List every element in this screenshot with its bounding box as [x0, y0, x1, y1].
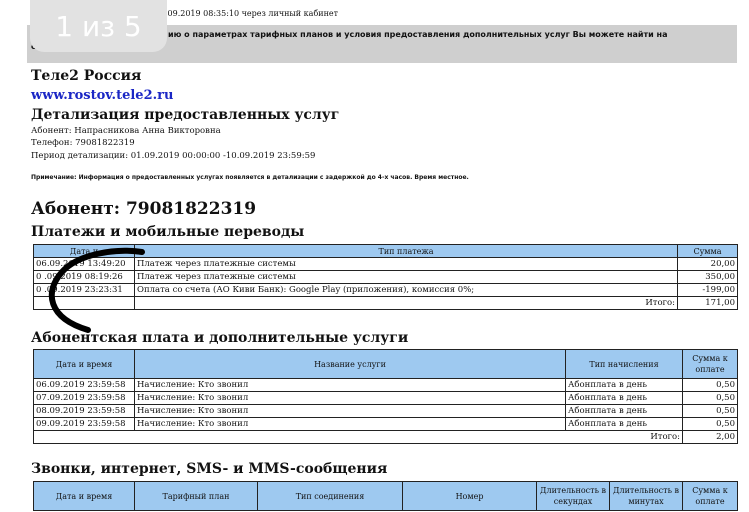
table-total-row	[34, 297, 738, 310]
charge-type: Абонплата в день	[566, 392, 683, 405]
charge-date: 06.09.2019 23:59:58	[34, 379, 135, 392]
charge-date: 07.09.2019 23:59:58	[34, 392, 135, 405]
notice-line1: ию о параметрах тарифных планов и условия предоставления дополнительных услуг Вы можете найти на	[168, 30, 668, 39]
subscriber-heading: Абонент: 79081822319	[31, 199, 257, 219]
charge-sum: 0,50	[683, 392, 738, 405]
detail-period: Период детализации: 01.09.2019 00:00:00 -10.09.2019 23:59:59	[31, 151, 316, 161]
column-header: Сумма к оплате	[683, 482, 738, 511]
subscription-section-title: Абонентская плата и дополнительные услуги	[31, 330, 409, 346]
column-header: Сумма	[678, 245, 738, 258]
table-total-row	[34, 431, 738, 444]
column-header: Номер	[403, 482, 537, 511]
payments-table	[33, 244, 738, 310]
column-header: Дата и время	[34, 482, 135, 511]
payment-sum: -199,00	[678, 284, 738, 297]
charge-sum: 0,50	[683, 405, 738, 418]
payment-date: 06.09.2019 13:49:20	[34, 258, 135, 271]
charge-type: Абонплата в день	[566, 405, 683, 418]
table-row	[34, 258, 738, 271]
payments-section-title: Платежи и мобильные переводы	[31, 224, 305, 240]
total-value: 171,00	[678, 297, 738, 310]
calls-table	[33, 481, 738, 511]
column-header: Дата и	[34, 245, 135, 258]
column-header: Тарифный план	[135, 482, 258, 511]
payment-sum: 20,00	[678, 258, 738, 271]
column-header: Тип начисления	[566, 350, 683, 379]
detail-note: Примечание: Информация о предоставленных услугах появляется в детализации с задержкой до 4-х часов. Время местное.	[31, 174, 469, 181]
total-label: Итого:	[34, 431, 683, 444]
column-header: Дата и время	[34, 350, 135, 379]
calls-section-title: Звонки, интернет, SMS- и MMS-сообщения	[31, 461, 388, 477]
table-row	[34, 418, 738, 431]
charge-sum: 0,50	[683, 379, 738, 392]
page-indicator: 1 из 5	[30, 0, 167, 52]
subscriber-name: Абонент: Напрасникова Анна Викторовна	[31, 126, 221, 136]
total-value: 2,00	[683, 431, 738, 444]
document-title: Детализация предоставленных услуг	[31, 107, 340, 123]
column-header: Тип платежа	[135, 245, 678, 258]
download-info-text: 09.2019 08:35:10 через личный кабинет	[167, 9, 339, 18]
table-row	[34, 405, 738, 418]
table-row	[34, 379, 738, 392]
company-website-link[interactable]: www.rostov.tele2.ru	[31, 88, 174, 103]
table-header-row	[34, 482, 738, 511]
charge-date: 09.09.2019 23:59:58	[34, 418, 135, 431]
service-name: Начисление: Кто звонил	[135, 392, 566, 405]
charge-date: 08.09.2019 23:59:58	[34, 405, 135, 418]
service-name: Начисление: Кто звонил	[135, 418, 566, 431]
service-name: Начисление: Кто звонил	[135, 379, 566, 392]
column-header: Длительность в секундах	[537, 482, 610, 511]
charge-type: Абонплата в день	[566, 379, 683, 392]
company-name: Теле2 Россия	[31, 68, 142, 84]
column-header: Длительность в минутах	[610, 482, 683, 511]
table-header-row	[34, 350, 738, 379]
payment-date: 0 .09.2019 08:19:26	[34, 271, 135, 284]
table-row	[34, 392, 738, 405]
table-row	[34, 271, 738, 284]
payment-type: Платеж через платежные системы	[135, 258, 678, 271]
payment-sum: 350,00	[678, 271, 738, 284]
column-header: Название услуги	[135, 350, 566, 379]
empty-cell	[34, 297, 135, 310]
table-header-row	[34, 245, 738, 258]
payment-type: Оплата со счета (АО Киви Банк): Google Play (приложения), комиссия 0%;	[135, 284, 678, 297]
phone-number: Телефон: 79081822319	[31, 138, 135, 148]
total-label: Итого:	[135, 297, 678, 310]
column-header: Сумма к оплате	[683, 350, 738, 379]
service-name: Начисление: Кто звонил	[135, 405, 566, 418]
payment-date: 0 .09.2019 23:23:31	[34, 284, 135, 297]
charge-type: Абонплата в день	[566, 418, 683, 431]
column-header: Тип соединения	[258, 482, 403, 511]
payment-type: Платеж через платежные системы	[135, 271, 678, 284]
charge-sum: 0,50	[683, 418, 738, 431]
subscription-table	[33, 349, 738, 444]
table-row	[34, 284, 738, 297]
